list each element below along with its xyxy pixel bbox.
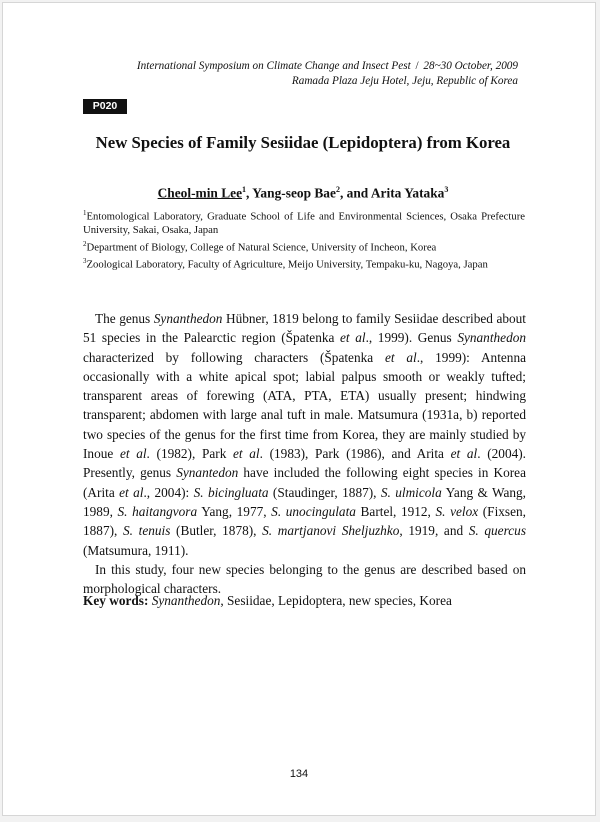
author-name: Arita Yataka (370, 185, 445, 201)
italic-run: Synanthedon (457, 330, 527, 346)
keywords (83, 591, 526, 610)
author-name: Cheol-min Lee (157, 185, 243, 201)
text-run: Yang & Wang, 1989, (83, 484, 527, 519)
author-affiliation-mark: 2 (335, 185, 340, 194)
author-separator: , and (339, 185, 371, 201)
text-run: , 1919, and (399, 523, 469, 539)
text-run: Yang, 1977, (197, 503, 272, 519)
italic-run: et al (384, 349, 417, 365)
text-run: . (1983), Park (1986), and Arita (259, 446, 451, 462)
italic-run: S. tenuis (123, 523, 171, 539)
text-run: (Matsumura, 1911). (83, 542, 189, 558)
conference-header (137, 59, 518, 88)
affiliation-list (83, 207, 525, 273)
author-separator: , (246, 185, 253, 201)
italic-run: S. ulmicola (380, 484, 442, 500)
text-run: . (2004). Presently, genus (83, 446, 526, 481)
italic-run: Synanthedon (153, 311, 223, 326)
affiliation (83, 207, 525, 238)
text-run: In this study, four new species belonging to the genus are described based on morphological characters. (83, 561, 526, 597)
header-line-1 (137, 59, 518, 74)
italic-run: et al (119, 446, 147, 462)
affiliation-mark: 3 (83, 257, 87, 266)
italic-run: et al (450, 446, 478, 462)
text-run: ., 1999). Genus (365, 330, 458, 346)
header-conference-name: International Symposium on Climate Change and Insect Pest (136, 60, 411, 72)
keywords-label: Key words: (83, 593, 149, 608)
italic-run: et al (233, 446, 260, 462)
keywords-list: , Sesiidae, Lepidoptera, new species, Korea (220, 593, 452, 608)
affiliation (83, 238, 525, 255)
keyword-genus: Synanthedon (151, 593, 221, 608)
text-run: ., 2004): (143, 484, 194, 500)
poster-code-badge: P020 (83, 99, 127, 114)
author-affiliation-mark: 3 (444, 185, 449, 194)
header-dates: 28~30 October, 2009 (423, 60, 518, 72)
italic-run: et al (340, 330, 366, 346)
header-separator: / (415, 60, 419, 72)
text-run: . (1982), Park (146, 446, 234, 462)
author-list (83, 182, 523, 201)
text-run: ., 1999): Antenna occasionally with a white apical spot; labial palpus smooth or weakly tufted; transparent areas of forewing (ATA, PTA, ETA) usually present; hindwing transparent; abdomen with large anal tuft in male. Matsumura (1931a, b) reported two species of the genus for the first time from Korea, they are mainly studied by Inoue (83, 349, 526, 462)
affiliation-text: Zoological Laboratory, Faculty of Agriculture, Meijo University, Tempaku-ku, Nagoya, Japan (86, 258, 488, 271)
text-run: Hübner, 1819 belong to family Sesiidae described about 51 species in the Palearctic region (Špatenka (83, 311, 527, 346)
author-affiliation-mark: 1 (242, 185, 247, 194)
author-name: Yang-seop Bae (252, 185, 336, 201)
text-run: (Fixsen, 1887), (83, 503, 526, 539)
abstract-paragraph (83, 309, 526, 560)
affiliation (83, 255, 525, 272)
text-run: (Staudinger, 1887), (268, 484, 381, 500)
italic-run: S. martjanovi Sheljuzhko (262, 523, 400, 539)
text-run: (Butler, 1878), (170, 523, 263, 539)
italic-run: S. haitangvora (117, 503, 198, 519)
text-run: characterized by following characters (Špatenka (83, 349, 385, 365)
text-run: Bartel, 1912, (355, 503, 436, 519)
abstract-body (83, 309, 526, 598)
affiliation-mark: 2 (83, 239, 87, 248)
affiliation-text: Entomological Laboratory, Graduate School of Life and Environmental Sciences, Osaka Prefecture University, Sakai, Osaka, Japan (83, 210, 525, 237)
italic-run: S. velox (435, 503, 479, 519)
header-line-2: Ramada Plaza Jeju Hotel, Jeju, Republic of Korea (291, 74, 518, 87)
affiliation-text: Department of Biology, College of Natural Science, University of Incheon, Korea (86, 241, 437, 254)
text-run: The genus (95, 311, 154, 326)
affiliation-mark: 1 (83, 209, 87, 217)
italic-run: S. bicingluata (193, 484, 269, 500)
italic-run: S. unocingulata (271, 503, 356, 519)
italic-run: et al (119, 484, 144, 500)
italic-run: S. quercus (468, 523, 526, 539)
text-run: have included the following eight species in Korea (Arita (83, 465, 526, 500)
page-number: 134 (289, 768, 309, 780)
paper-page (2, 2, 596, 816)
italic-run: Synantedon (176, 465, 239, 481)
paper-title: New Species of Family Sesiidae (Lepidoptera) from Korea (95, 133, 511, 152)
